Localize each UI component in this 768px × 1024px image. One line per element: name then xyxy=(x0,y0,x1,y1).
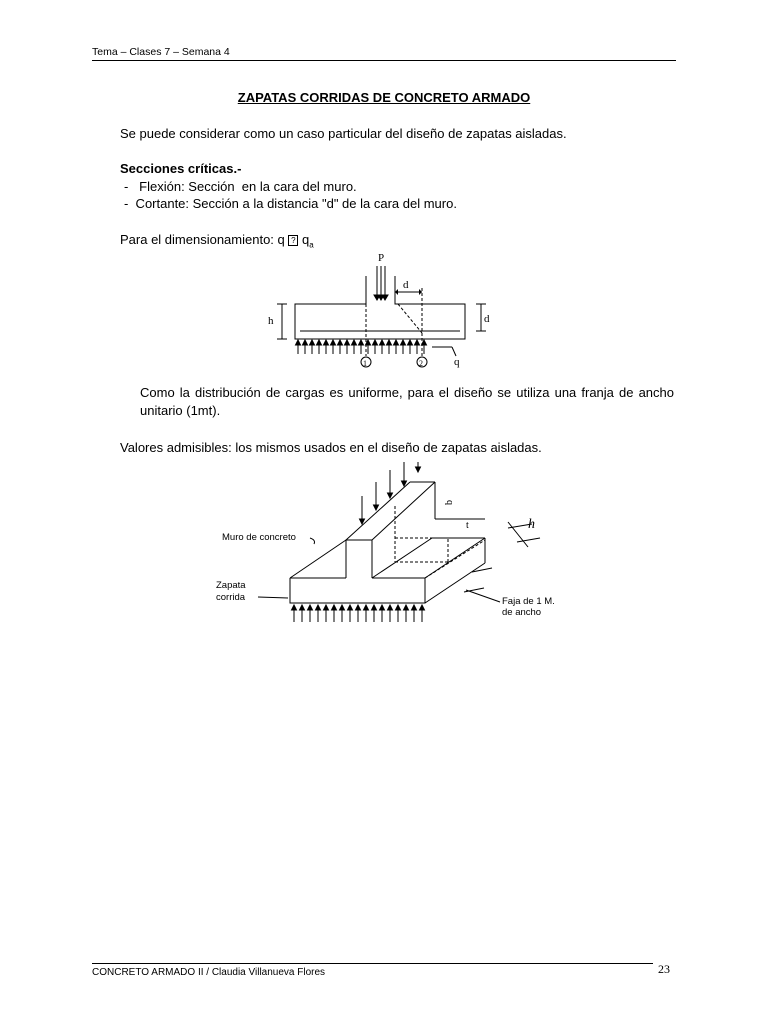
soil-pressure-arrows xyxy=(296,340,427,354)
shear-diagonal xyxy=(398,304,422,333)
valores-paragraph: Valores admisibles: los mismos usados en el diseño de zapatas aisladas. xyxy=(120,440,542,455)
missing-glyph-symbol: ? xyxy=(288,235,298,246)
zapata-label-2: corrida xyxy=(216,592,246,603)
header-rule xyxy=(92,60,676,61)
muro-label: Muro de concreto xyxy=(222,532,296,543)
footing-soil-arrows xyxy=(292,605,425,622)
section-item-flexion: - Flexión: Sección en la cara del muro. xyxy=(124,179,357,194)
load-label-p: P xyxy=(378,252,385,264)
d-top-label: d xyxy=(403,279,409,291)
intro-paragraph: Se puede considerar como un caso particular del diseño de zapatas aisladas. xyxy=(120,126,567,141)
qa-sub: a xyxy=(309,240,314,250)
dimensioning-text: Para el dimensionamiento: q xyxy=(120,232,285,247)
section-1-label: 1 xyxy=(363,359,367,368)
section-item-cortante: - Cortante: Sección a la distancia "d" de la cara del muro. xyxy=(124,196,457,211)
footer-text: CONCRETO ARMADO II / Claudia Villanueva Flores xyxy=(92,967,326,978)
page-number: 23 xyxy=(658,962,670,976)
hidden-lines xyxy=(395,506,485,578)
page-title: ZAPATAS CORRIDAS DE CONCRETO ARMADO xyxy=(237,90,531,105)
wall-load-arrows xyxy=(360,462,421,524)
footing-3d-outline xyxy=(290,482,485,603)
dimension-marks xyxy=(464,522,540,592)
footing-outline xyxy=(295,276,465,339)
h-dim-label: h xyxy=(528,517,535,532)
faja-label-2: de ancho xyxy=(502,607,542,618)
t-dim-label: t xyxy=(466,520,469,531)
distribution-paragraph: Como la distribución de cargas es uniforme, para el diseño se utiliza una franja de ancho unitario (1mt). xyxy=(140,385,674,418)
point-load-arrows xyxy=(374,266,388,300)
sections-heading: Secciones críticas.- xyxy=(120,161,242,176)
footer-rule xyxy=(92,963,653,964)
qa-q: q xyxy=(302,232,310,247)
h-label: h xyxy=(268,315,274,327)
b-dim-label: b xyxy=(444,500,455,505)
zapata-label-1: Zapata xyxy=(216,580,246,591)
strip-footing-3d-diagram xyxy=(210,462,560,630)
section-2-label: 2 xyxy=(419,359,423,368)
qa-symbol xyxy=(302,232,314,250)
q-label: q xyxy=(454,356,460,368)
footing-section-diagram xyxy=(260,248,500,370)
running-header: Tema – Clases 7 – Semana 4 xyxy=(92,46,230,58)
faja-label-1: Faja de 1 M. xyxy=(502,596,555,607)
d-right-label: d xyxy=(484,313,490,325)
